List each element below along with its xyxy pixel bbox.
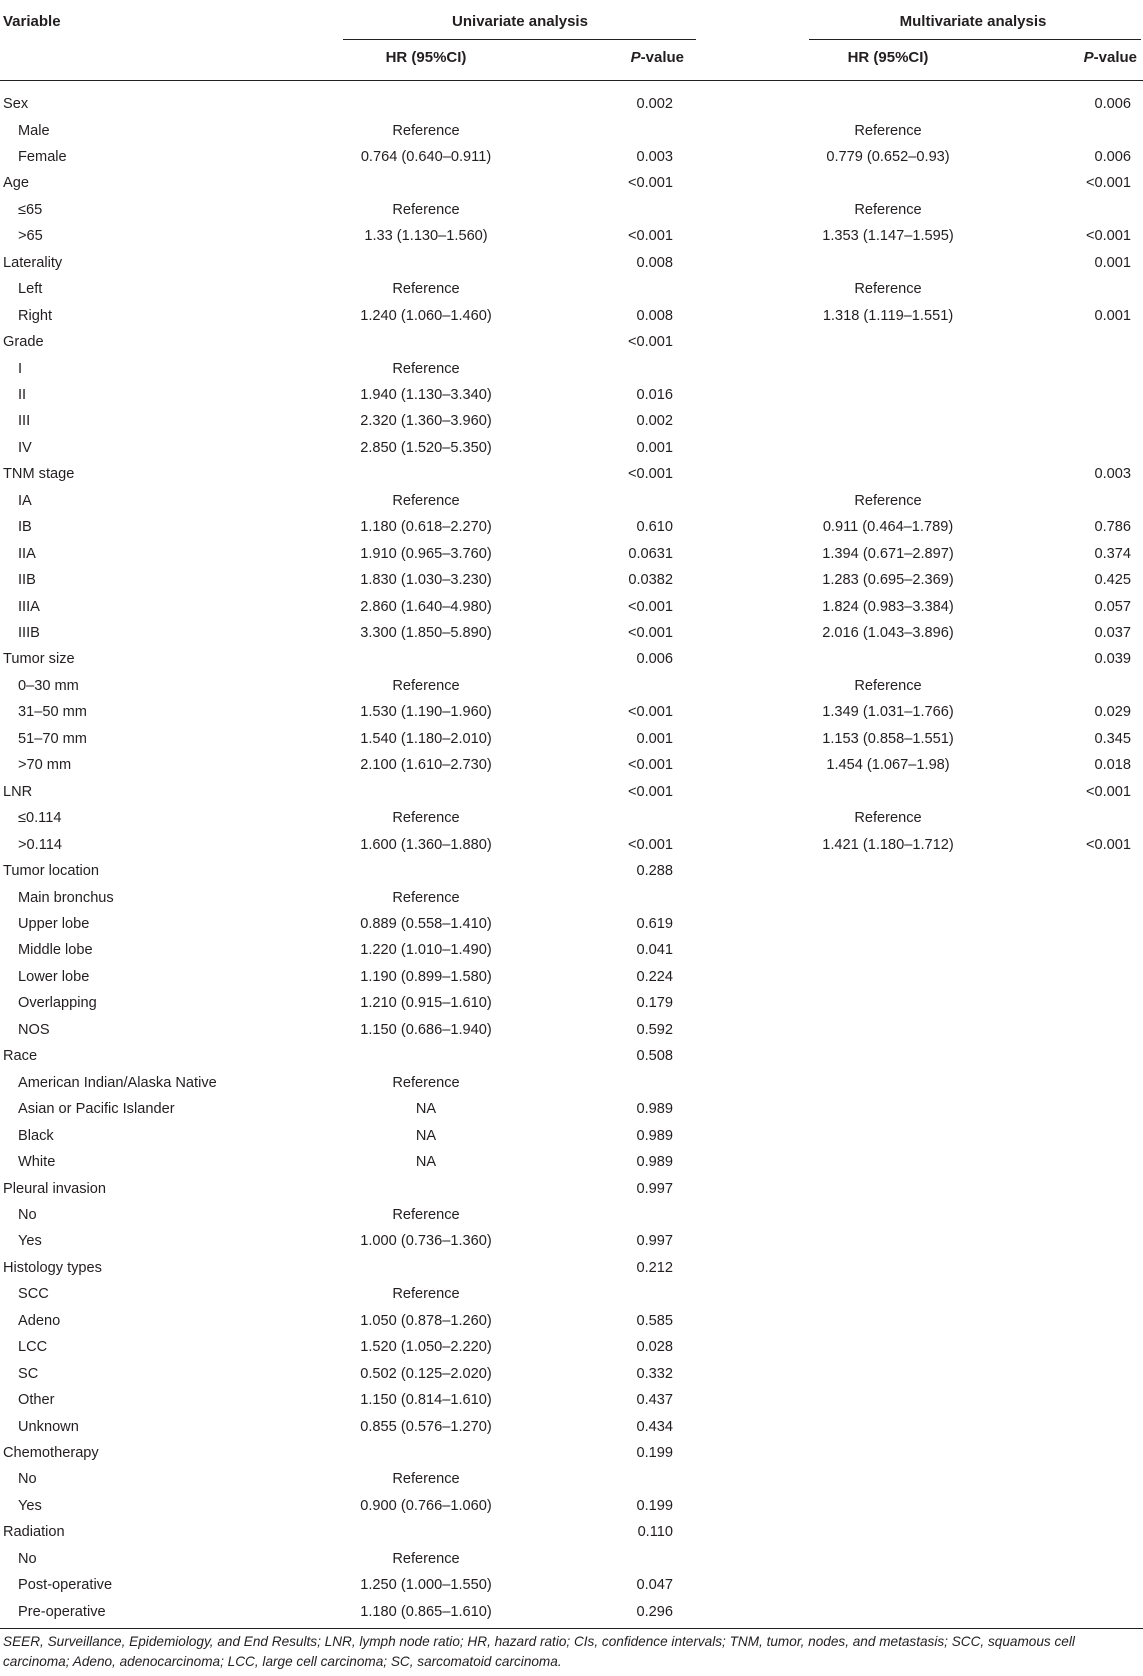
cell-univariate-p: 0.434 [636, 1418, 673, 1435]
cell-univariate-hr: 1.940 (1.130–3.340) [360, 386, 492, 403]
cell-variable: NOS [18, 1021, 50, 1038]
cell-univariate-p: 0.199 [636, 1445, 673, 1461]
cell-variable: Age [3, 175, 29, 192]
cell-univariate-hr: 1.250 (1.000–1.550) [360, 1577, 492, 1594]
table-row [0, 1334, 1143, 1360]
cell-variable: I [18, 360, 23, 377]
cell-multivariate-p: 0.037 [1094, 625, 1131, 641]
cell-variable: Overlapping [18, 995, 97, 1012]
cell-variable: 51–70 mm [18, 730, 87, 747]
cell-multivariate-p: 0.345 [1094, 730, 1131, 747]
cell-variable: Histology types [3, 1259, 102, 1276]
cell-univariate-p: 0.585 [636, 1312, 673, 1329]
cell-univariate-p: 0.224 [636, 968, 673, 985]
table-row [0, 911, 1143, 937]
cell-univariate-hr: Reference [392, 1286, 460, 1303]
table-group-row [0, 1176, 1143, 1202]
cell-univariate-p: 0.989 [636, 1101, 673, 1118]
table-row [0, 1228, 1143, 1254]
cell-multivariate-p: 0.786 [1094, 519, 1131, 536]
table-group-row [0, 779, 1143, 805]
cell-variable: Grade [3, 334, 44, 350]
cell-variable: Main bronchus [18, 889, 114, 906]
table-group-row [0, 1440, 1143, 1466]
table-row [0, 964, 1143, 990]
table-group-row [0, 1519, 1143, 1545]
table-group-row [0, 1255, 1143, 1281]
cell-univariate-hr: Reference [392, 281, 460, 298]
cell-univariate-p: 0.006 [636, 651, 673, 668]
table-row [0, 726, 1143, 752]
cell-multivariate-p: 0.425 [1094, 572, 1131, 589]
table-group-row [0, 1043, 1143, 1069]
cell-univariate-p: 0.001 [636, 439, 673, 456]
cell-multivariate-p: 0.006 [1094, 148, 1131, 165]
p-italic: P [630, 49, 641, 66]
cell-univariate-hr: Reference [392, 1471, 460, 1488]
p-italic: P [1083, 49, 1094, 66]
cell-univariate-hr: 0.900 (0.766–1.060) [360, 1497, 492, 1514]
table-row [0, 594, 1143, 620]
table-row [0, 303, 1143, 329]
cell-variable: TNM stage [3, 466, 75, 483]
cell-univariate-hr: Reference [392, 1550, 460, 1567]
cell-multivariate-p: 0.001 [1094, 254, 1131, 271]
cell-multivariate-p: <0.001 [1085, 783, 1131, 800]
table-group-row [0, 329, 1143, 355]
cell-variable: No [18, 1471, 37, 1488]
cell-univariate-p: 0.610 [636, 519, 673, 536]
cell-univariate-p: 0.288 [636, 863, 673, 879]
cell-multivariate-p: <0.001 [1085, 228, 1131, 245]
cell-variable: Male [18, 122, 50, 139]
cell-univariate-p: 0.041 [636, 942, 673, 959]
table-row [0, 885, 1143, 911]
cell-univariate-hr: 1.150 (0.686–1.940) [360, 1021, 492, 1038]
cell-univariate-p: 0.047 [636, 1577, 673, 1594]
cell-multivariate-p: 0.018 [1094, 757, 1131, 774]
table-row [0, 673, 1143, 699]
univariate-underline [343, 39, 696, 40]
cell-variable: White [18, 1154, 56, 1170]
cell-variable: Tumor location [3, 863, 99, 879]
table-row [0, 1387, 1143, 1413]
cell-variable: Left [18, 281, 43, 298]
cell-multivariate-hr: Reference [854, 281, 922, 298]
cell-univariate-hr: 2.320 (1.360–3.960) [360, 413, 492, 430]
cell-univariate-hr: 1.210 (0.915–1.610) [360, 995, 492, 1012]
cell-multivariate-p: 0.001 [1094, 307, 1131, 324]
cell-univariate-p: 0.437 [636, 1392, 673, 1408]
table-row [0, 118, 1143, 144]
cell-univariate-hr: 1.050 (0.878–1.260) [360, 1312, 492, 1329]
cell-univariate-p: <0.001 [627, 625, 673, 641]
cell-univariate-hr: 2.860 (1.640–4.980) [360, 598, 492, 615]
cell-univariate-hr: Reference [392, 1074, 460, 1091]
table-row [0, 197, 1143, 223]
cell-univariate-p: 0.002 [636, 413, 673, 430]
header-variable: Variable [3, 13, 61, 30]
cell-univariate-p: <0.001 [627, 175, 673, 192]
cell-univariate-p: 0.002 [636, 96, 673, 112]
cell-variable: Chemotherapy [3, 1445, 99, 1461]
cell-univariate-p: <0.001 [627, 704, 673, 721]
cell-univariate-hr: Reference [392, 360, 460, 377]
cell-univariate-p: <0.001 [627, 466, 673, 483]
cell-variable: IB [18, 519, 32, 536]
table-row [0, 1466, 1143, 1492]
cell-univariate-p: 0.619 [636, 915, 673, 932]
cell-univariate-p: 0.997 [636, 1180, 673, 1197]
cell-variable: Yes [18, 1497, 42, 1514]
cell-univariate-hr: 1.180 (0.618–2.270) [360, 519, 492, 536]
table-row [0, 382, 1143, 408]
cell-variable: ≤0.114 [18, 810, 62, 827]
cell-variable: Race [3, 1048, 38, 1065]
p-suffix: -value [640, 49, 684, 66]
cell-univariate-hr: Reference [392, 677, 460, 694]
cell-univariate-hr: 2.850 (1.520–5.350) [360, 439, 492, 456]
cell-multivariate-hr: 1.283 (0.695–2.369) [822, 572, 954, 589]
cell-univariate-p: 0.028 [636, 1339, 673, 1356]
cell-univariate-p: <0.001 [627, 334, 673, 350]
table-row [0, 1361, 1143, 1387]
cell-variable: Middle lobe [18, 942, 93, 959]
cell-variable: Radiation [3, 1524, 65, 1541]
cell-multivariate-p: 0.029 [1094, 704, 1131, 721]
table-row [0, 699, 1143, 725]
cell-multivariate-p: <0.001 [1085, 836, 1131, 853]
cell-variable: Yes [18, 1233, 42, 1250]
cell-univariate-hr: 1.220 (1.010–1.490) [360, 942, 492, 959]
cell-univariate-p: 0.997 [636, 1233, 673, 1250]
cell-univariate-p: 0.212 [636, 1259, 673, 1276]
cell-variable: >70 mm [18, 757, 72, 774]
cell-multivariate-hr: 1.394 (0.671–2.897) [822, 545, 954, 562]
cell-univariate-hr: 0.502 (0.125–2.020) [360, 1365, 492, 1382]
cell-multivariate-hr: Reference [854, 492, 922, 509]
cell-variable: SC [18, 1365, 39, 1382]
cell-variable: Post-operative [18, 1577, 113, 1594]
cell-variable: Sex [3, 96, 29, 112]
cell-variable: Pleural invasion [3, 1180, 107, 1197]
header-bottom-rule [0, 80, 1143, 81]
table-row [0, 1017, 1143, 1043]
cell-variable: Right [18, 307, 53, 324]
cell-univariate-hr: Reference [392, 889, 460, 906]
cell-univariate-hr: NA [415, 1127, 437, 1144]
cell-univariate-p: <0.001 [627, 836, 673, 853]
cell-univariate-p: 0.179 [636, 995, 673, 1012]
cell-univariate-p: 0.008 [636, 307, 673, 324]
table-row [0, 356, 1143, 382]
cell-variable: Other [18, 1392, 55, 1408]
cell-univariate-p: <0.001 [627, 783, 673, 800]
cell-univariate-p: 0.989 [636, 1127, 673, 1144]
cell-multivariate-hr: 1.153 (0.858–1.551) [822, 730, 954, 747]
cell-variable: Tumor size [3, 651, 75, 668]
table-row [0, 276, 1143, 302]
table-row [0, 1202, 1143, 1228]
cell-variable: >0.114 [18, 836, 62, 853]
cell-multivariate-hr: Reference [854, 810, 922, 827]
cell-univariate-hr: Reference [392, 810, 460, 827]
cell-variable: IIIB [18, 625, 40, 641]
cell-univariate-hr: 1.540 (1.180–2.010) [360, 730, 492, 747]
cell-multivariate-p: 0.039 [1094, 651, 1131, 668]
table-row [0, 223, 1143, 249]
cell-univariate-hr: NA [415, 1154, 437, 1170]
cell-variable: 0–30 mm [18, 677, 79, 694]
cell-variable: >65 [18, 228, 43, 245]
cell-univariate-p: 0.592 [636, 1021, 673, 1038]
cell-variable: Pre-operative [18, 1603, 106, 1620]
cell-variable: LNR [3, 783, 33, 800]
cell-variable: Asian or Pacific Islander [18, 1101, 175, 1118]
cell-univariate-hr: 1.530 (1.190–1.960) [360, 704, 492, 721]
cell-variable: Laterality [3, 254, 63, 271]
cell-univariate-p: 0.110 [637, 1524, 673, 1541]
cell-univariate-hr: 1.000 (0.736–1.360) [360, 1233, 492, 1250]
cell-variable: 31–50 mm [18, 704, 87, 721]
cell-multivariate-hr: Reference [854, 122, 922, 139]
cell-univariate-hr: NA [415, 1101, 437, 1118]
cell-univariate-p: 0.016 [636, 386, 673, 403]
cell-univariate-p: 0.0631 [628, 545, 673, 562]
table-group-row [0, 461, 1143, 487]
cell-multivariate-p: 0.006 [1094, 96, 1131, 112]
cell-variable: ≤65 [18, 201, 43, 218]
table-row [0, 144, 1143, 170]
table-group-row [0, 91, 1143, 117]
table-group-row [0, 170, 1143, 196]
header-univariate: Univariate analysis [452, 13, 588, 30]
cell-univariate-hr: 1.180 (0.865–1.610) [360, 1603, 492, 1620]
table-row [0, 937, 1143, 963]
table-row [0, 1096, 1143, 1122]
cell-variable: LCC [18, 1339, 48, 1356]
cell-univariate-hr: 1.190 (0.899–1.580) [360, 968, 492, 985]
cell-univariate-p: 0.332 [636, 1365, 673, 1382]
table-row [0, 567, 1143, 593]
cell-variable: No [18, 1206, 37, 1223]
cell-variable: No [18, 1550, 37, 1567]
table-row [0, 1308, 1143, 1334]
cell-univariate-p: <0.001 [627, 757, 673, 774]
table-row [0, 408, 1143, 434]
header-multi-p [1000, 48, 1137, 68]
cell-univariate-p: 0.508 [636, 1048, 673, 1065]
cell-univariate-hr: 1.150 (0.814–1.610) [360, 1392, 492, 1408]
cell-variable: IIIA [18, 598, 40, 615]
cell-univariate-hr: Reference [392, 1206, 460, 1223]
cell-variable: Adeno [18, 1312, 61, 1329]
table-row [0, 1281, 1143, 1307]
header-uni-hr: HR (95%CI) [385, 49, 467, 66]
cell-variable: Unknown [18, 1418, 79, 1435]
cell-multivariate-hr: Reference [854, 201, 922, 218]
cell-multivariate-hr: 1.353 (1.147–1.595) [822, 228, 954, 245]
cell-multivariate-hr: Reference [854, 677, 922, 694]
cell-multivariate-hr: 1.824 (0.983–3.384) [822, 598, 954, 615]
cell-variable: IA [18, 492, 32, 509]
table-bottom-rule [0, 1628, 1143, 1629]
table-row [0, 1149, 1143, 1175]
table-row [0, 805, 1143, 831]
cell-multivariate-hr: 0.911 (0.464–1.789) [822, 519, 954, 536]
cell-variable: Black [18, 1127, 54, 1144]
cell-univariate-hr: Reference [392, 122, 460, 139]
cell-variable: American Indian/Alaska Native [18, 1074, 217, 1091]
cell-multivariate-p: 0.374 [1094, 545, 1131, 562]
table-row [0, 435, 1143, 461]
cell-univariate-p: 0.001 [636, 730, 673, 747]
header-multi-hr: HR (95%CI) [847, 49, 929, 66]
cell-univariate-hr: 3.300 (1.850–5.890) [360, 625, 492, 641]
table-group-row [0, 250, 1143, 276]
table-row [0, 488, 1143, 514]
header-multivariate: Multivariate analysis [899, 13, 1047, 30]
cell-univariate-p: <0.001 [627, 598, 673, 615]
cell-multivariate-hr: 2.016 (1.043–3.896) [822, 625, 954, 641]
table-row [0, 1546, 1143, 1572]
table-row [0, 1123, 1143, 1149]
p-suffix: -value [1093, 49, 1137, 66]
cell-univariate-p: 0.296 [636, 1603, 673, 1620]
table-footnote: SEER, Surveillance, Epidemiology, and End Results; LNR, lymph node ratio; HR, hazard ratio; CIs, confidence intervals; TNM, tumor, nodes, and metastasis; SCC, squamous cell carcinoma; Adeno, adenocarcinoma; LCC, large cell carcinoma; SC, sarcomatoid carcinoma. [3, 1634, 1075, 1669]
table-row [0, 1572, 1143, 1598]
cell-multivariate-hr: 1.454 (1.067–1.98) [826, 757, 950, 774]
cell-variable: Female [18, 148, 67, 165]
table-row [0, 1070, 1143, 1096]
cell-multivariate-p: 0.003 [1094, 466, 1131, 483]
cell-univariate-hr: 1.910 (0.965–3.760) [360, 545, 492, 562]
cell-variable: Lower lobe [18, 968, 90, 985]
cell-variable: Upper lobe [18, 915, 90, 932]
cell-univariate-hr: 0.889 (0.558–1.410) [360, 915, 492, 932]
cell-univariate-p: 0.199 [636, 1497, 673, 1514]
cell-variable: IV [18, 439, 32, 456]
cell-variable: IIA [18, 545, 36, 562]
cell-multivariate-hr: 1.349 (1.031–1.766) [822, 704, 954, 721]
table-row [0, 514, 1143, 540]
cell-univariate-hr: 1.240 (1.060–1.460) [360, 307, 492, 324]
cell-univariate-hr: 1.600 (1.360–1.880) [360, 836, 492, 853]
cell-univariate-hr: 0.855 (0.576–1.270) [360, 1418, 492, 1435]
cell-univariate-hr: 1.33 (1.130–1.560) [364, 228, 488, 245]
table-row [0, 1493, 1143, 1519]
cell-univariate-hr: Reference [392, 492, 460, 509]
cell-univariate-p: <0.001 [627, 228, 673, 245]
table-row [0, 1599, 1143, 1625]
cell-univariate-hr: 1.520 (1.050–2.220) [360, 1339, 492, 1356]
cell-multivariate-hr: 0.779 (0.652–0.93) [826, 148, 950, 165]
cell-univariate-hr: 2.100 (1.610–2.730) [360, 757, 492, 774]
table-group-row [0, 858, 1143, 884]
cell-variable: SCC [18, 1286, 49, 1303]
cell-variable: II [18, 386, 27, 403]
cell-univariate-hr: Reference [392, 201, 460, 218]
cell-univariate-p: 0.989 [636, 1154, 673, 1170]
table-group-row [0, 646, 1143, 672]
cell-multivariate-hr: 1.318 (1.119–1.551) [822, 307, 954, 324]
table-row [0, 1414, 1143, 1440]
cell-univariate-p: 0.0382 [628, 572, 673, 589]
cell-univariate-p: 0.008 [636, 254, 673, 271]
cell-univariate-hr: 0.764 (0.640–0.911) [360, 148, 492, 165]
cell-univariate-hr: 1.830 (1.030–3.230) [360, 572, 492, 589]
table-row [0, 620, 1143, 646]
table-row [0, 752, 1143, 778]
multivariate-underline [809, 39, 1141, 40]
table-row [0, 990, 1143, 1016]
header-uni-p [560, 48, 684, 68]
cell-multivariate-p: 0.057 [1094, 598, 1131, 615]
cell-variable: IIB [18, 572, 36, 589]
table-row [0, 541, 1143, 567]
cell-multivariate-p: <0.001 [1085, 175, 1131, 192]
cell-univariate-p: 0.003 [636, 148, 673, 165]
table-row [0, 832, 1143, 858]
cell-variable: III [18, 413, 31, 430]
cell-multivariate-hr: 1.421 (1.180–1.712) [822, 836, 954, 853]
